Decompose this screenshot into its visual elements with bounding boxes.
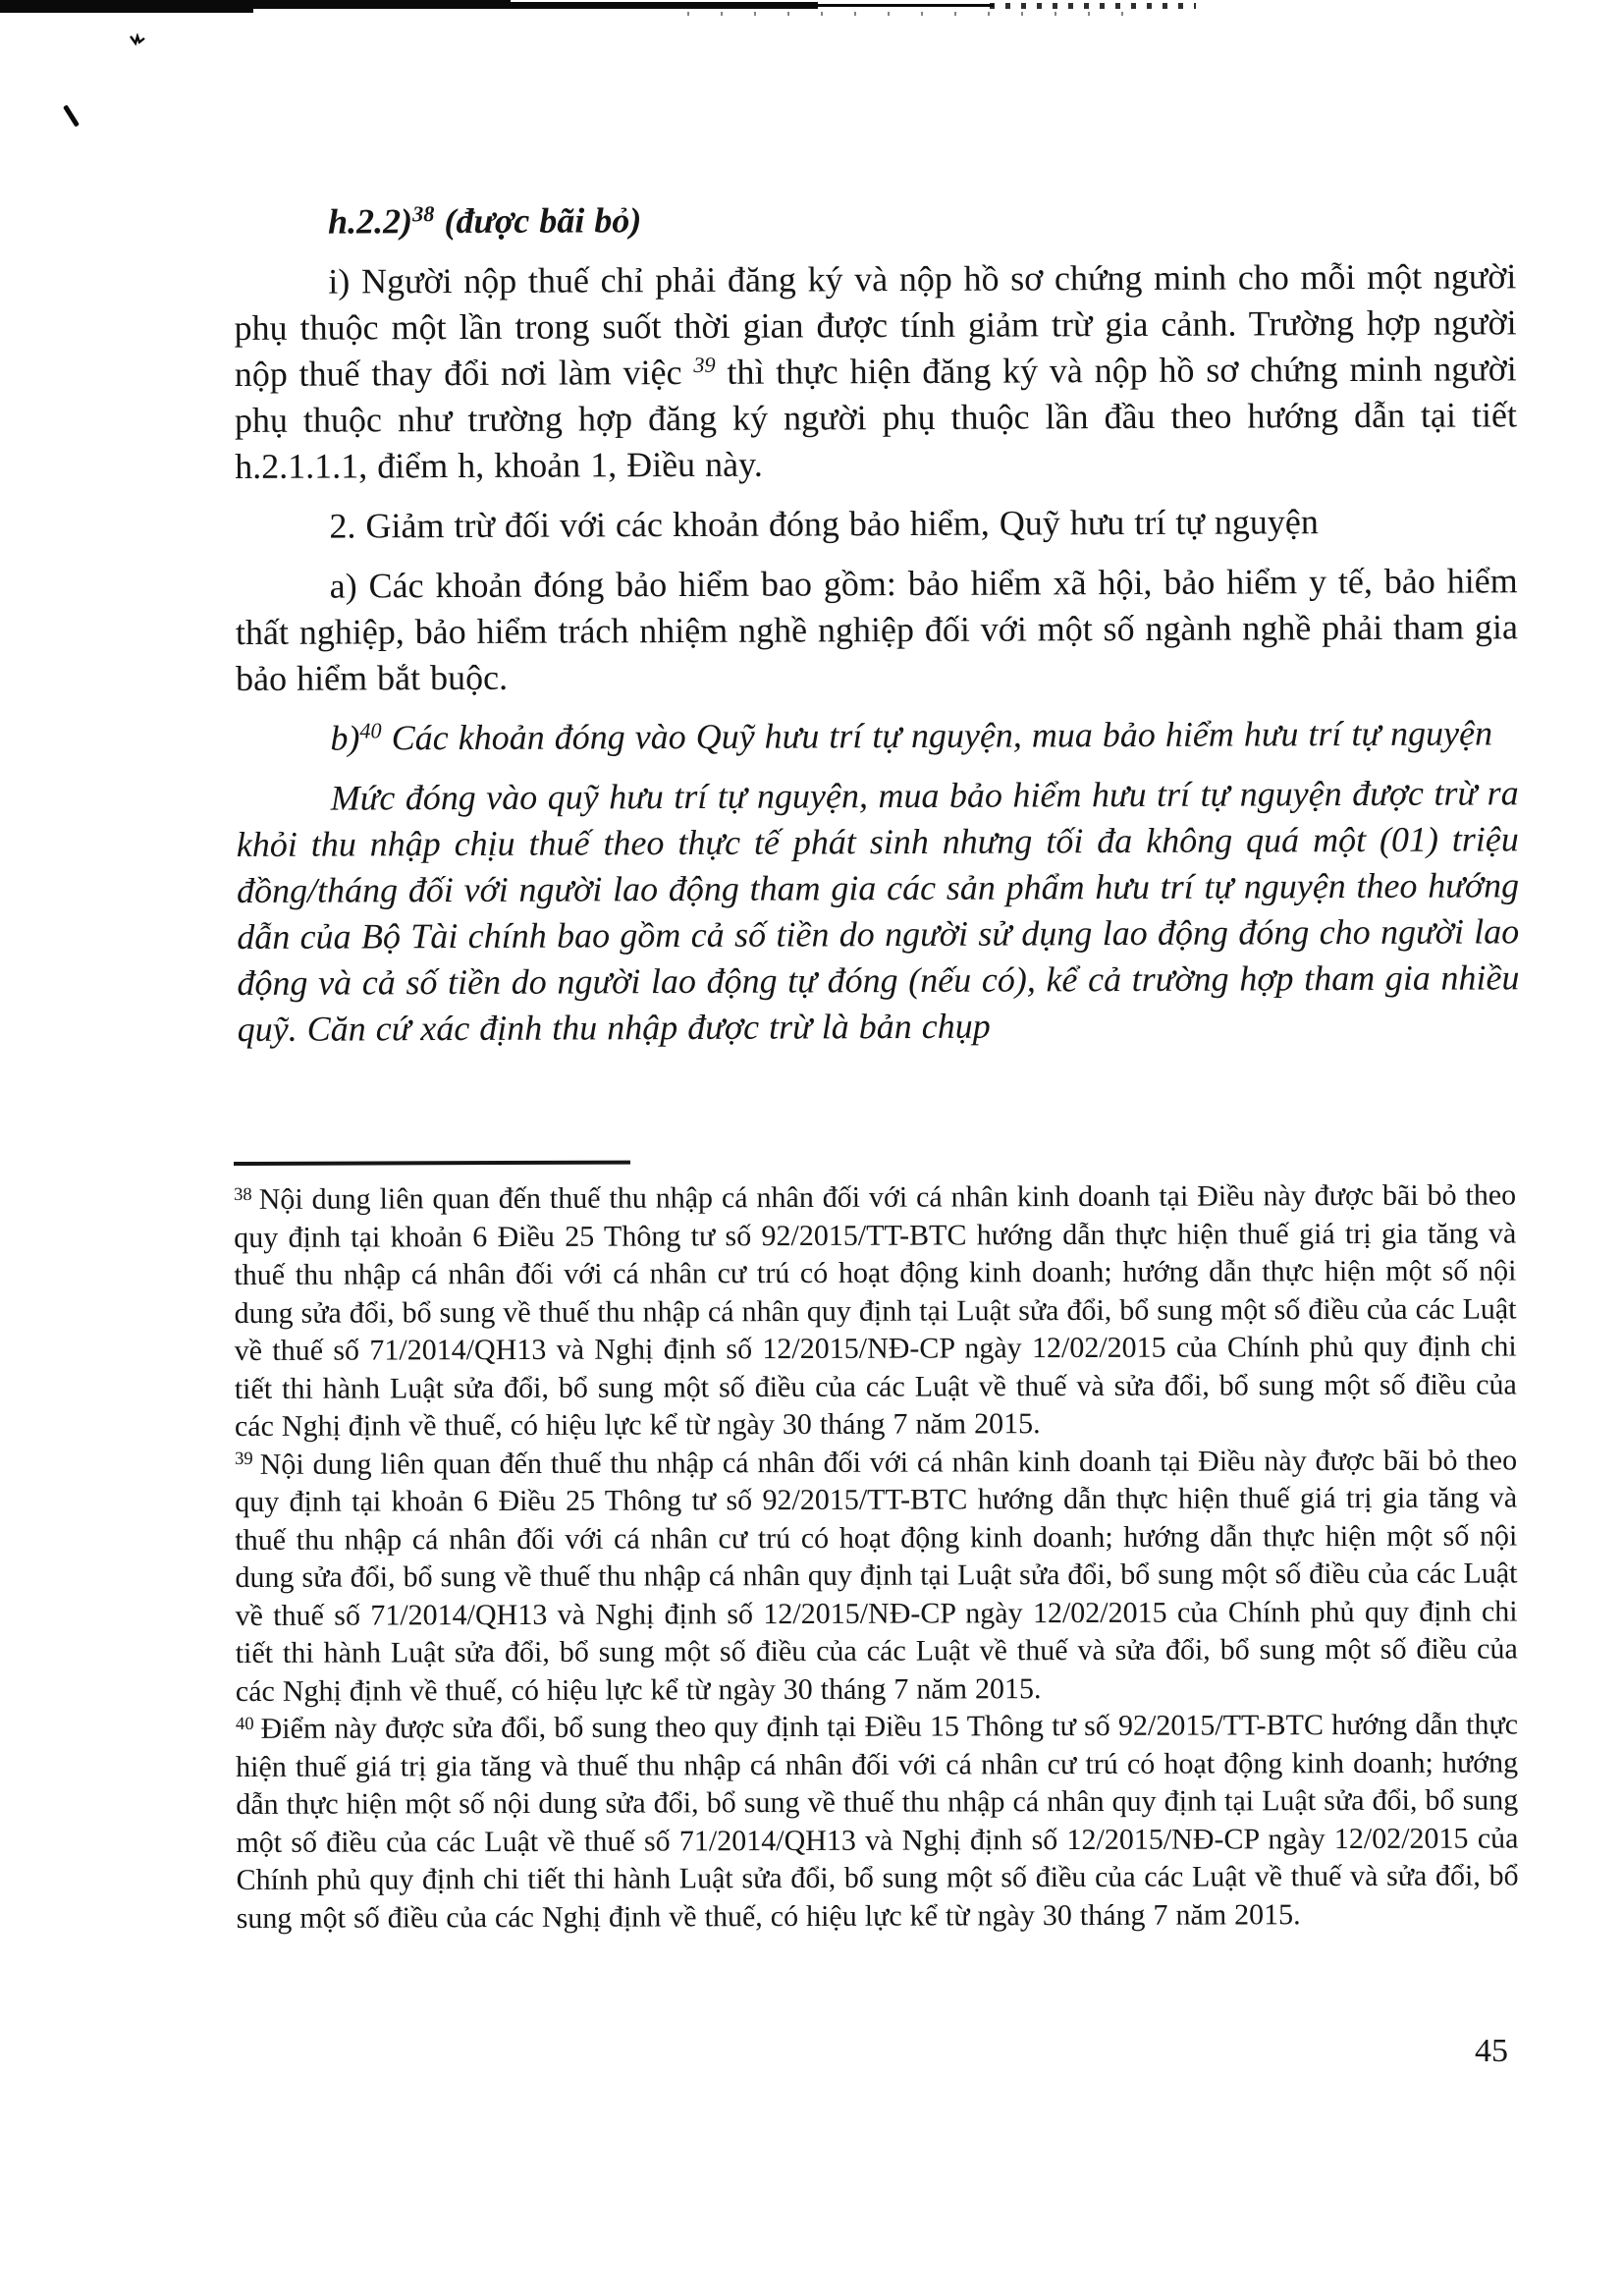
paragraph-i-text: i) Người nộp thuế chỉ phải đăng ký và nộp hồ sơ chứng minh cho mỗi một người phụ thuộc một lần trong suốt thời gian được tính giảm trừ gia cảnh. Trường hợp người nộp thuế thay đổi nơi làm việc: [234, 256, 1517, 394]
scan-edge-specks-artifact: [687, 12, 1149, 16]
section-heading-h22: [234, 193, 1516, 246]
paragraph-i-text-cont: thì thực hiện đăng ký và nộp hồ sơ chứng minh người phụ thuộc như trường hợp đăng ký người phụ thuộc lần đầu theo hướng dẫn tại tiết h.2.1.1.1, điểm h, khoản 1, Điều này.: [234, 349, 1518, 486]
footnotes-block: [234, 1157, 1519, 1938]
paragraph-b-text: b): [330, 718, 360, 758]
footnote-ref-39: 39: [693, 352, 716, 377]
page-number: 45: [1475, 2033, 1508, 2069]
footnote-40: [236, 1706, 1519, 1938]
footnote-39: [235, 1442, 1518, 1711]
scan-edge-artifact: [250, 2, 818, 9]
footnote-38-marker: 38: [234, 1183, 252, 1205]
main-text-column: [234, 193, 1520, 1066]
footnote-39-text: Nội dung liên quan đến thuế thu nhập cá nhân đối với cá nhân kinh doanh tại Điều này được bãi bỏ theo quy định tại khoản 6 Điều 25 Thông tư số 92/2015/TT-BTC hướng dẫn thực hiện thuế giá trị gia tăng và thuế thu nhập cá nhân đối với cá nhân cư trú có hoạt động kinh doanh; hướng dẫn thực hiện một số nội dung sửa đổi, bổ sung về thuế thu nhập cá nhân quy định tại Luật sửa đổi, bổ sung một số điều của các Luật về thuế số 71/2014/QH13 và Nghị định số 12/2015/NĐ-CP ngày 12/02/2015 của Chính phủ quy định chi tiết thi hành Luật sửa đổi, bổ sung một số điều của các Luật về thuế và sửa đổi, bổ sung một số điều của các Nghị định về thuế, có hiệu lực kể từ ngày 30 tháng 7 năm 2015.: [235, 1443, 1518, 1708]
heading-h22-suffix: (được bãi bỏ): [434, 200, 642, 242]
footnote-40-marker: 40: [235, 1713, 254, 1734]
scan-speck-artifact: [130, 33, 146, 51]
paragraph-b-text-cont: Các khoản đóng vào Quỹ hưu trí tự nguyện, mua bảo hiểm hưu trí tự nguyện: [381, 713, 1493, 758]
paragraph-i: [234, 253, 1517, 490]
footnote-ref-40: 40: [359, 718, 382, 743]
scan-stroke-artifact: [63, 104, 80, 127]
heading-h22-text: h.2.2): [328, 201, 413, 242]
paragraph-a: a) Các khoản đóng bảo hiểm bao gồm: bảo hiểm xã hội, bảo hiểm y tế, bảo hiểm thất nghiệp, bảo hiểm trách nhiệm nghề nghiệp đối với một số ngành nghề phải tham gia bảo hiểm bắt buộc.: [235, 561, 1518, 698]
footnote-ref-38: 38: [412, 200, 435, 226]
paragraph-muc-dong: Mức đóng vào quỹ hưu trí tự nguyện, mua bảo hiểm hưu trí tự nguyện được trừ ra khỏi thu nhập chịu thuế theo thực tế phát sinh nhưng tối đa không quá một (01) triệu đồng/tháng đối với người lao động tham gia các sản phẩm hưu trí tự nguyện theo hướng dẫn của Bộ Tài chính bao gồm cả số tiền do người sử dụng lao động đóng cho người lao động và cả số tiền do người lao động tự đóng (nếu có), kể cả trường hợp tham gia nhiều quỹ. Căn cứ xác định thu nhập được trừ là bản chụp: [236, 773, 1520, 1049]
footnote-40-text: Điểm này được sửa đổi, bổ sung theo quy định tại Điều 15 Thông tư số 92/2015/TT-BTC hướng dẫn thực hiện thuế giá trị gia tăng và thuế thu nhập cá nhân đối với cá nhân cư trú có hoạt động kinh doanh; hướng dẫn thực hiện một số nội dung sửa đổi, bổ sung về thuế thu nhập cá nhân quy định tại Luật sửa đổi, bổ sung một số điều của các Luật về thuế số 71/2014/QH13 và Nghị định số 12/2015/NĐ-CP ngày 12/02/2015 của Chính phủ quy định chi tiết thi hành Luật sửa đổi, bổ sung một số điều của các Luật về thuế và sửa đổi, bổ sung một số điều của các Nghị định về thuế, có hiệu lực kể từ ngày 30 tháng 7 năm 2015.: [236, 1708, 1519, 1935]
paragraph-b: [236, 710, 1518, 762]
scan-edge-artifact: [815, 4, 994, 7]
section-heading-2: 2. Giảm trừ đối với các khoản đóng bảo hiểm, Quỹ hưu trí tự nguyện: [329, 502, 1319, 546]
scan-edge-dots-artifact: [990, 3, 1196, 9]
footnote-separator: [234, 1161, 630, 1166]
footnote-39-marker: 39: [235, 1449, 253, 1470]
footnote-38: [234, 1176, 1517, 1446]
footnote-38-text: Nội dung liên quan đến thuế thu nhập cá nhân đối với cá nhân kinh doanh tại Điều này được bãi bỏ theo quy định tại khoản 6 Điều 25 Thông tư số 92/2015/TT-BTC hướng dẫn thực hiện thuế giá trị gia tăng và thuế thu nhập cá nhân đối với cá nhân cư trú có hoạt động kinh doanh; hướng dẫn thực hiện một số nội dung sửa đổi, bổ sung về thuế thu nhập cá nhân quy định tại Luật sửa đổi, bổ sung một số điều của các Luật về thuế số 71/2014/QH13 và Nghị định số 12/2015/NĐ-CP ngày 12/02/2015 của Chính phủ quy định chi tiết thi hành Luật sửa đổi, bổ sung một số điều của các Luật về thuế và sửa đổi, bổ sung một số điều của các Nghị định về thuế, có hiệu lực kể từ ngày 30 tháng 7 năm 2015.: [234, 1178, 1517, 1443]
